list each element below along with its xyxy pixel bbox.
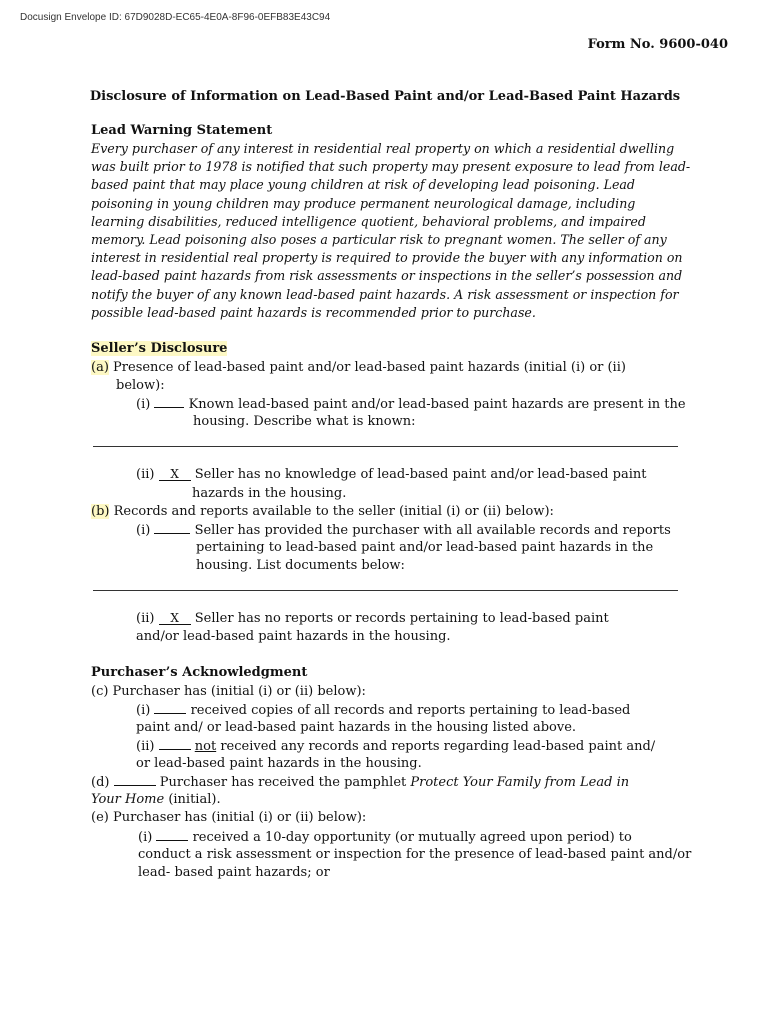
item-a-ii-text-cont: hazards in the housing. <box>192 486 347 501</box>
item-b-ii-label: (ii) <box>136 611 155 626</box>
item-b-ii-text: Seller has no reports or records pertaining to lead-based paint <box>190 611 609 626</box>
seller-item-b <box>91 503 554 521</box>
purchaser-heading: Purchaser’s Acknowledgment <box>91 665 308 680</box>
item-b-ii <box>136 610 609 628</box>
item-e-i-text-cont2: lead- based paint hazards; or <box>138 865 330 880</box>
known-hazards-description-line[interactable] <box>93 446 678 447</box>
item-c-i <box>136 701 630 720</box>
item-d-initial-field[interactable] <box>114 773 156 786</box>
warning-line: based paint that may place young children at risk of developing lead poisoning. Lead <box>91 177 635 193</box>
item-b-i-text: Seller has provided the purchaser with all available records and reports <box>190 523 671 538</box>
warning-line: interest in residential real property is required to provide the buyer with any information on <box>91 250 683 266</box>
item-d-cont <box>91 791 221 809</box>
item-e-i-text: received a 10-day opportunity (or mutually agreed upon period) to <box>188 830 632 845</box>
warning-line: poisoning in young children may produce permanent neurological damage, including <box>91 195 636 211</box>
item-b-ii-text-cont: and/or lead-based paint hazards in the housing. <box>136 629 451 644</box>
item-a-text: Presence of lead-based paint and/or lead-based paint hazards (initial (i) or (ii) <box>108 360 626 375</box>
item-e-i-text-cont: conduct a risk assessment or inspection for the presence of lead-based paint and/or <box>138 847 692 862</box>
item-e: (e) Purchaser has (initial (i) or (ii) below): <box>91 810 367 825</box>
item-a-i-text-cont: housing. Describe what is known: <box>193 414 416 429</box>
item-c-ii-text-cont: or lead-based paint hazards in the housing. <box>136 756 422 771</box>
item-c: (c) Purchaser has (initial (i) or (ii) below): <box>91 684 366 699</box>
item-b-ii-initial-field[interactable]: X <box>159 612 191 625</box>
item-c-ii-not: not <box>194 739 217 754</box>
pamphlet-title: Protect Your Family from Lead in <box>410 775 630 790</box>
item-a-ii <box>136 466 646 484</box>
seller-heading-text: Seller’s Disclosure <box>91 341 228 356</box>
item-e-i <box>138 828 632 847</box>
item-c-ii-initial-field[interactable] <box>159 737 191 750</box>
item-a-ii-initial-field[interactable]: X <box>159 468 191 481</box>
item-d-text: Purchaser has received the pamphlet <box>159 775 411 790</box>
pamphlet-title-cont: Your Home <box>91 792 165 807</box>
item-b-i-initial-field[interactable] <box>154 521 190 534</box>
item-e-i-label: (i) <box>138 830 153 845</box>
item-d <box>91 773 629 792</box>
item-a-ii-label: (ii) <box>136 467 155 482</box>
item-c-i-initial-field[interactable] <box>154 701 186 714</box>
item-a-ii-text: Seller has no knowledge of lead-based paint and/or lead-based paint <box>190 467 647 482</box>
item-b-label: (b) <box>91 504 110 519</box>
item-d-label: (d) <box>91 775 110 790</box>
item-c-ii-text: received any records and reports regarding lead-based paint and/ <box>216 739 656 754</box>
item-c-i-text: received copies of all records and reports pertaining to lead-based <box>186 703 631 718</box>
document-title: Disclosure of Information on Lead-Based Paint and/or Lead-Based Paint Hazards <box>89 89 681 104</box>
warning-line: notify the buyer of any known lead-based paint hazards. A risk assessment or inspection for <box>91 286 679 302</box>
item-a-label: (a) <box>91 360 109 375</box>
item-b-i-text-cont: pertaining to lead-based paint and/or lead-based paint hazards in the <box>196 540 654 555</box>
item-c-ii <box>136 737 655 756</box>
item-c-i-text-cont: paint and/ or lead-based paint hazards in the housing listed above. <box>136 720 577 735</box>
item-e-i-initial-field[interactable] <box>156 828 188 841</box>
item-a-i-text: Known lead-based paint and/or lead-based paint hazards are present in the <box>184 397 686 412</box>
form-number: Form No. 9600-040 <box>587 37 728 52</box>
item-c-ii-label: (ii) <box>136 739 155 754</box>
warning-line: lead-based paint hazards from risk assessments or inspections in the seller’s possession and <box>91 268 683 284</box>
item-a-i-label: (i) <box>136 397 151 412</box>
warning-line: was built prior to 1978 is notified that such property may present exposure to lead from lead- <box>91 159 691 175</box>
warning-heading: Lead Warning Statement <box>91 123 273 138</box>
item-a-text-cont: below): <box>116 378 165 393</box>
seller-heading <box>91 340 227 358</box>
envelope-id: Docusign Envelope ID: 67D9028D-EC65-4E0A-8F96-0EFB83E43C94 <box>20 12 331 23</box>
item-c-i-label: (i) <box>136 703 151 718</box>
warning-paragraph <box>91 140 691 322</box>
item-a-i <box>136 395 686 414</box>
item-b-i-text-cont2: housing. List documents below: <box>196 558 405 573</box>
item-b-i-label: (i) <box>136 523 151 538</box>
item-a-i-initial-field[interactable] <box>154 395 184 408</box>
warning-line: possible lead-based paint hazards is recommended prior to purchase. <box>91 304 536 320</box>
item-b-i <box>136 521 671 540</box>
item-d-text-cont: (initial). <box>164 792 221 807</box>
warning-line: Every purchaser of any interest in residential real property on which a residential dwelling <box>91 141 675 156</box>
seller-item-a <box>91 359 626 377</box>
documents-list-line[interactable] <box>93 590 678 591</box>
item-b-text: Records and reports available to the seller (initial (i) or (ii) below): <box>109 504 554 519</box>
warning-line: learning disabilities, reduced intelligence quotient, behavioral problems, and impaired <box>91 213 646 229</box>
warning-line: memory. Lead poisoning also poses a particular risk to pregnant women. The seller of any <box>91 232 667 248</box>
